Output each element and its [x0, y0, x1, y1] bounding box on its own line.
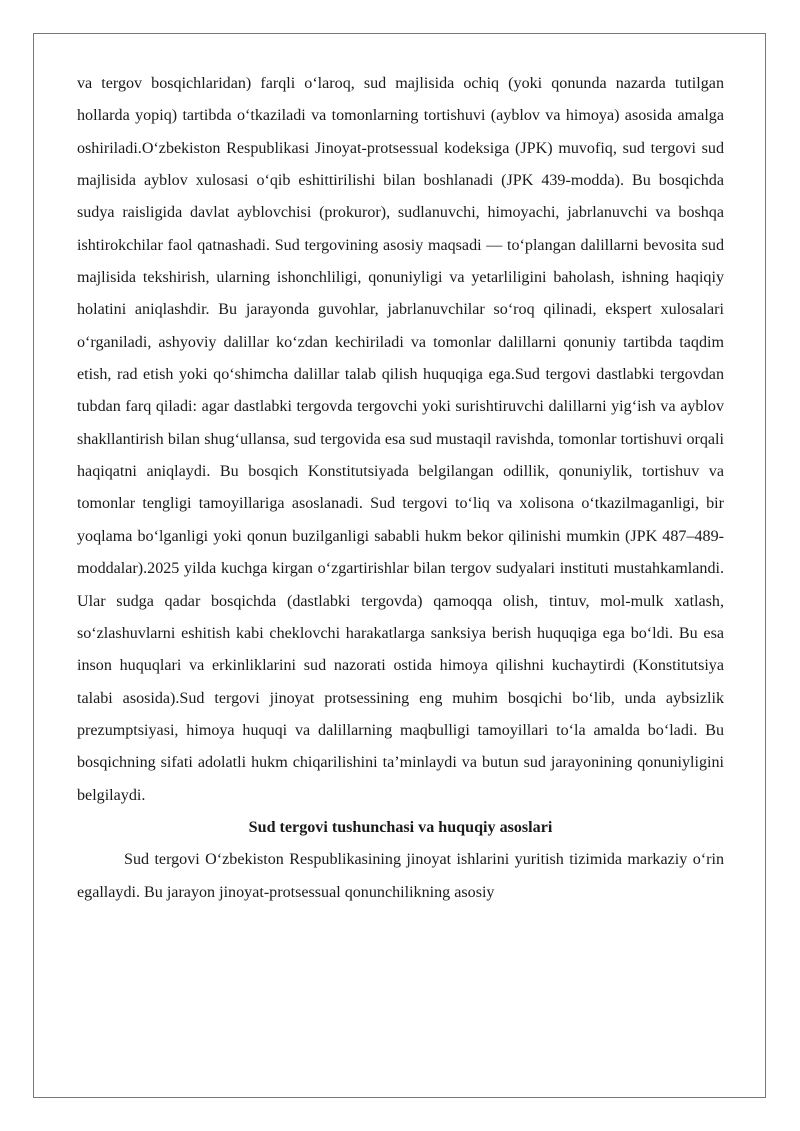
document-body	[77, 68, 724, 909]
body-paragraph-continued: Sud tergovi O‘zbekiston Respublikasining jinoyat ishlarini yuritish tizimida markaziy o‘rin egallaydi. Bu jarayon jinoyat-protsessual qonunchilikning asosiy	[77, 851, 724, 901]
body-paragraph: va tergov bosqichlaridan) farqli o‘laroq, sud majlisida ochiq (yoki qonunda nazarda tutilgan hollarda yopiq) tartibda o‘tkaziladi va tomonlarning tortishuvi (ayblov va himoya) asosida amalga oshiriladi.O‘zbekiston Respublikasi Jinoyat-protsessual kodeksiga (JPK) muvofiq, sud tergovi sud majlisida ayblov xulosasi o‘qib eshittirilishi bilan boshlanadi (JPK 439-modda). Bu bosqichda sudya raisligida davlat ayblovchisi (prokuror), sudlanuvchi, himoyachi, jabrlanuvchi va boshqa ishtirokchilar faol qatnashadi. Sud tergovining asosiy maqsadi — to‘plangan dalillarni bevosita sud majlisida tekshirish, ularning ishonchliligi, qonuniyligi va yetarliligini baholash, ishning haqiqiy holatini aniqlashdir. Bu jarayonda guvohlar, jabrlanuvchilar so‘roq qilinadi, ekspert xulosalari o‘rganiladi, ashyoviy dalillar ko‘zdan kechiriladi va tomonlar dalillarni qonuniy tartibda taqdim etish, rad etish yoki qo‘shimcha dalillar talab qilish huquqiga ega.Sud tergovi dastlabki tergovdan tubdan farq qiladi: agar dastlabki tergovda tergovchi yoki surishtiruvchi dalillarni yig‘ish va ayblov shakllantirish bilan shug‘ullansa, sud tergovida esa sud mustaqil ravishda, tomonlar tortishuvi orqali haqiqatni aniqlaydi. Bu bosqich Konstitutsiyada belgilangan odillik, qonuniylik, tortishuv va tomonlar tengligi tamoyillariga asoslanadi. Sud tergovi to‘liq va xolisona o‘tkazilmaganligi, bir yoqlama bo‘lganligi yoki qonun buzilganligi sababli hukm bekor qilinishi mumkin (JPK 487–489-moddalar).2025 yilda kuchga kirgan o‘zgartirishlar bilan tergov sudyalari instituti mustahkamlandi. Ular sudga qadar bosqichda (dastlabki tergovda) qamoqqa olish, tintuv, mol-mulk xatlash, so‘zlashuvlarni eshitish kabi cheklovchi harakatlarga sanksiya berish huquqiga ega bo‘ldi. Bu esa inson huquqlari va erkinliklarini sud nazorati ostida himoya qilishni kuchaytirdi (Konstitutsiya talabi asosida).Sud tergovi jinoyat protsessining eng muhim bosqichi bo‘lib, unda aybsizlik prezumptsiyasi, himoya huquqi va dalillarning maqbulligi tamoyillari to‘la amalda bo‘ladi. Bu bosqichning sifati adolatli hukm chiqarilishini ta’minlaydi va butun sud jarayonining qonuniyligini belgilaydi.	[77, 75, 724, 804]
section-heading: Sud tergovi tushunchasi va huquqiy asoslari	[248, 818, 553, 836]
